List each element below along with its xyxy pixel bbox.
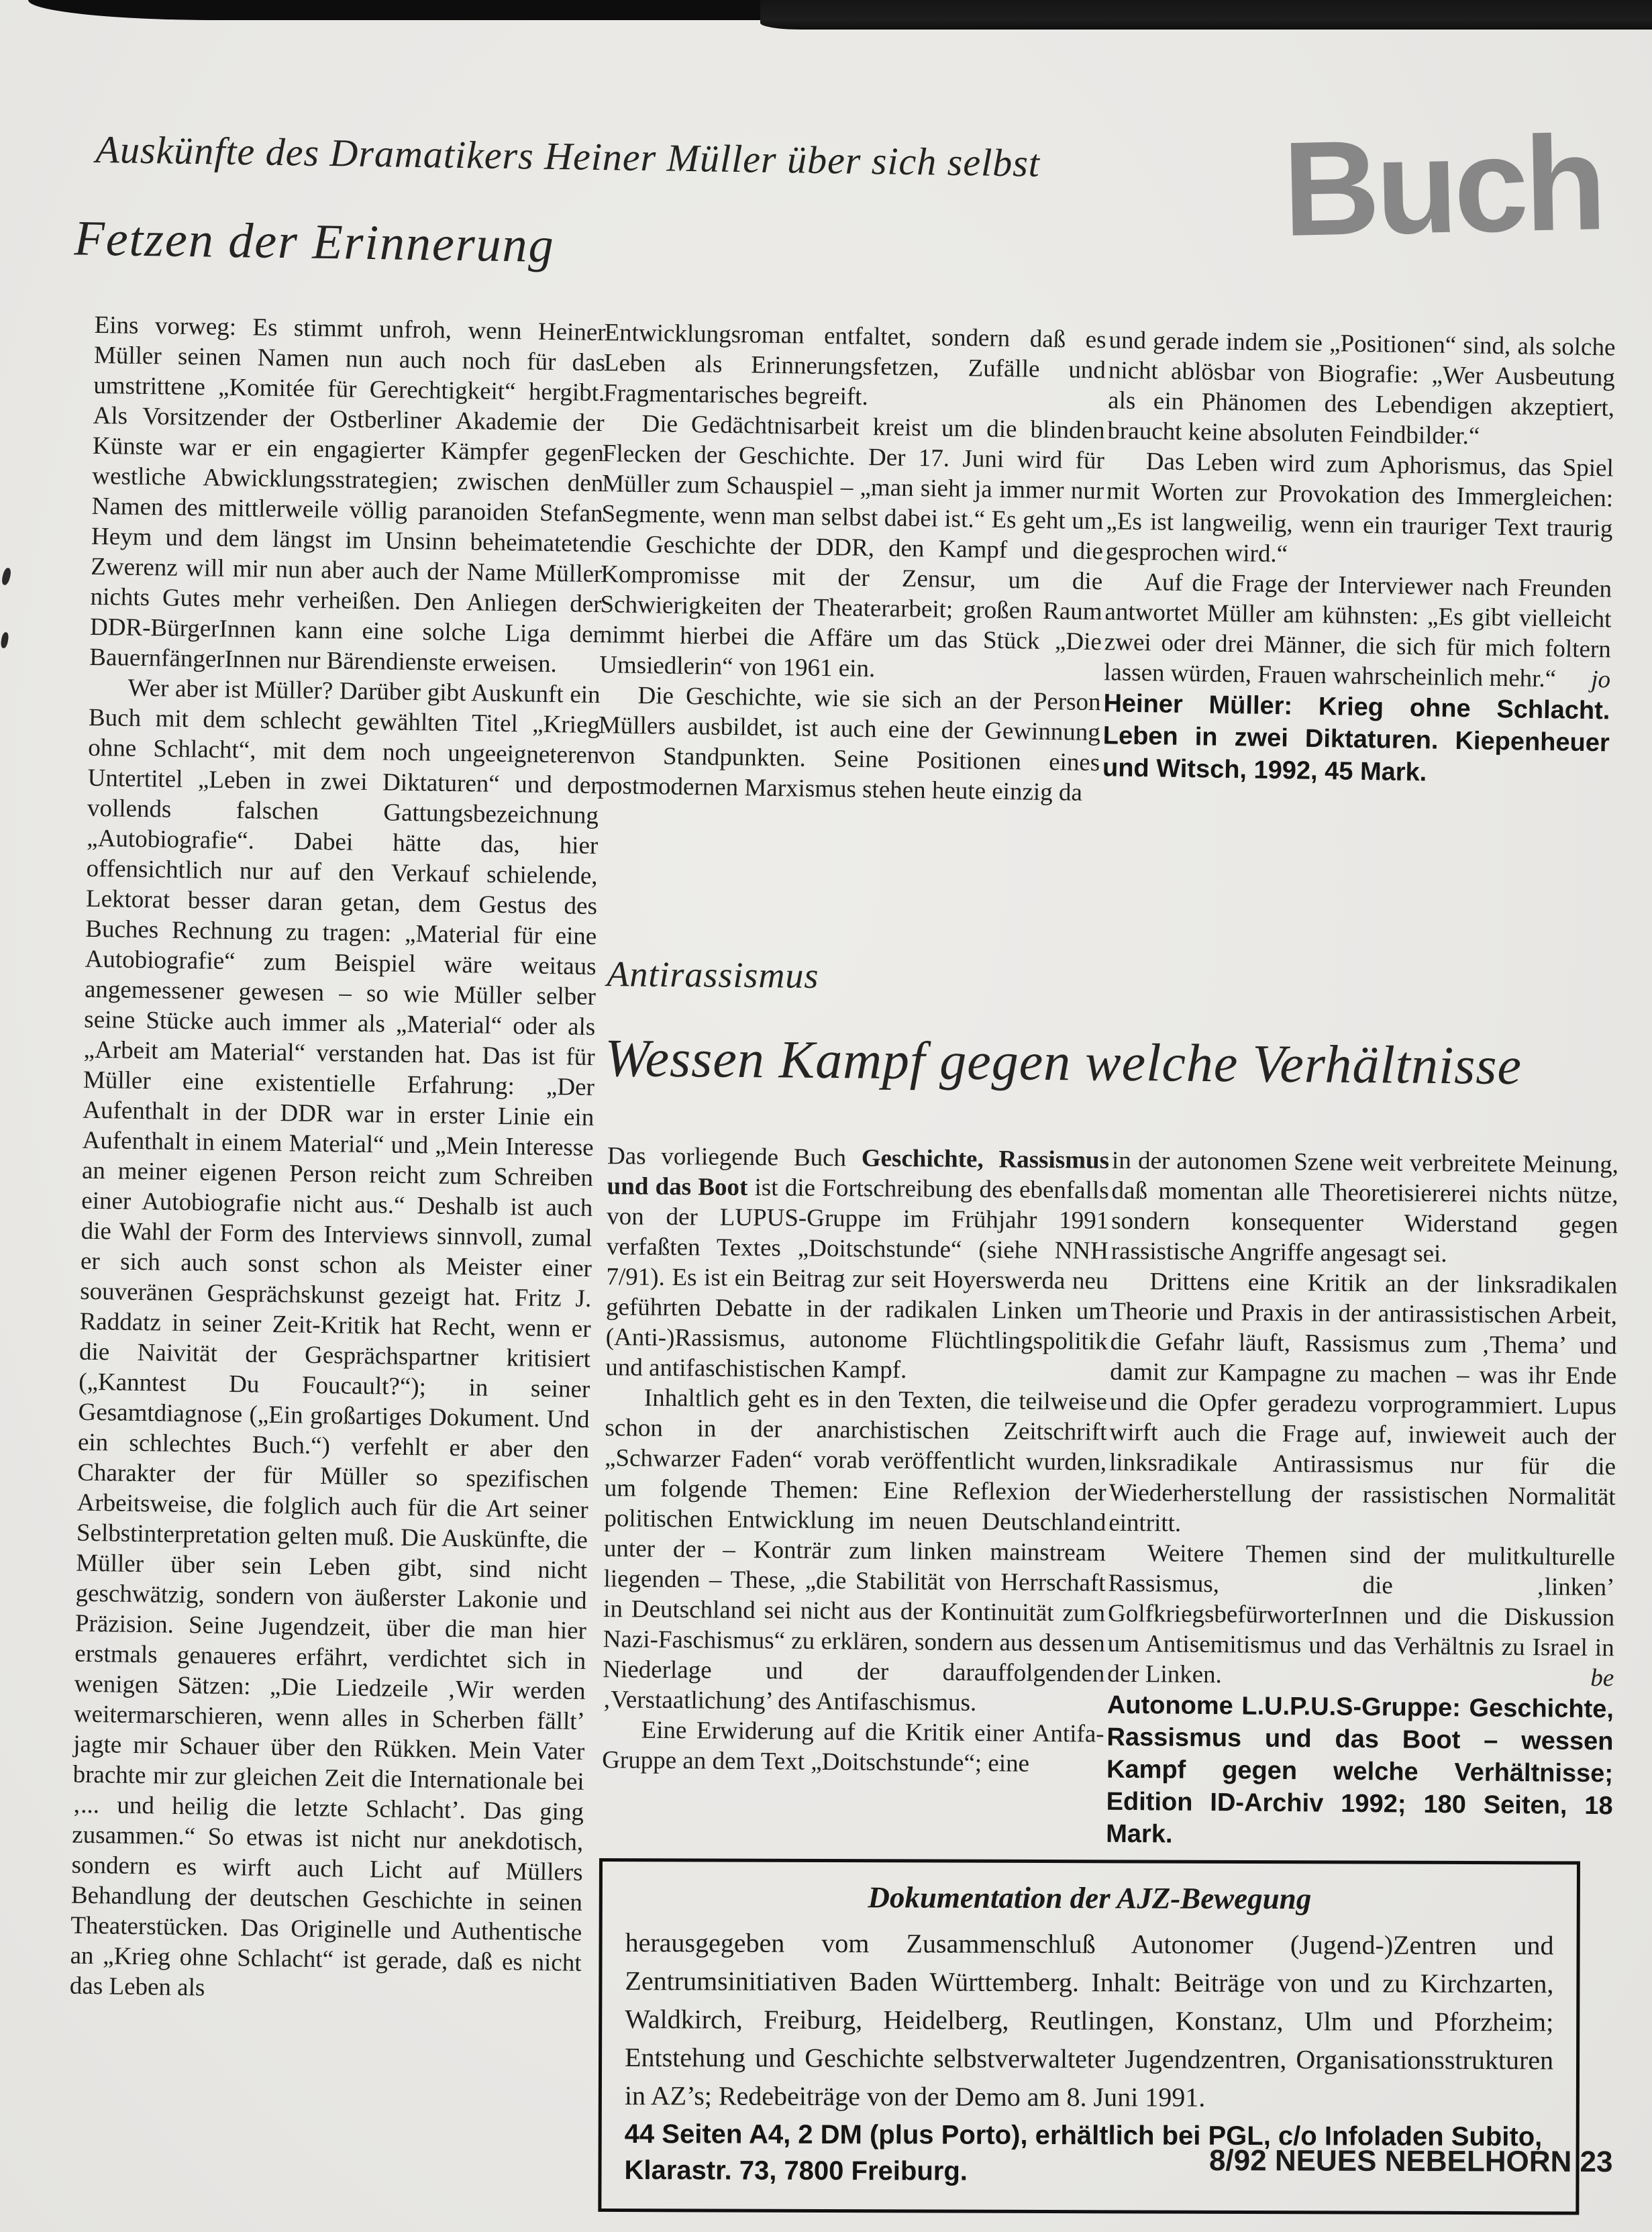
article2-column-1 xyxy=(602,1141,1109,1779)
article2-column-2 xyxy=(1106,1146,1618,1855)
paragraph: Das vorliegende Buch Geschichte, Rassismus und das Boot ist die Fortschreibung des ebenfalls von der LUPUS-Gruppe im Frühjahr 1991 verfaßten Textes „Doitschstunde“ (siehe NNH 7/91). Es ist ein Beitrag zur seit Hoyerswerda neu geführten Debatte in der radikalen Linken um (Anti-)Rassismus, autonome Flüchtlingspolitik und antifaschistischen Kampf. xyxy=(605,1142,1110,1384)
paragraph: in der autonomen Szene weit verbreitete Meinung, daß momentan alle Theoretisiererei nichts nütze, sondern konsequenter Widerstand gegen rassistische Angriffe angesagt sei. xyxy=(1111,1146,1619,1268)
scan-artifact-edge-mark xyxy=(1,567,12,586)
article1-title: Fetzen der Erinnerung xyxy=(73,211,556,274)
paragraph: Wer aber ist Müller? Darüber gibt Auskunft ein Buch mit dem schlecht gewählten Titel „Krieg ohne Schlacht“, mit dem noch ungeeigneteren Untertitel „Leben in zwei Diktaturen“ und der vollends falschen Gattungsbezeichnung „Autobiografie“. Dabei hätte das, hier offensichtlich nur auf den Verkauf schielende, Lektorat besser daran getan, dem Gestus des Buches Rechnung zu tragen: „Material für eine Autobiografie“ zum Beispiel wäre weitaus angemessener gewesen – so wie Müller selber seine Stücke auch immer als „Material“ oder als „Arbeit am Material“ verstanden hat. Das ist für Müller eine existentielle Erfahrung: „Der Aufenthalt in der DDR war in erster Linie ein Aufenthalt in einem Material“ und „Mein Interesse an meiner eigenen Person reicht zum Schreiben einer Autobiografie nicht aus.“ Deshalb ist auch die Wahl der Form des Interviews sinnvoll, zumal er sich auch sonst schon als Meister einer souveränen Gesprächskunst gezeigt hat. Fritz J. Raddatz in seiner Zeit-Kritik hat Recht, wenn er die Naivität der Gesprächspartner kritisiert („Kanntest Du Foucault?“); in seiner Gesamtdiagnose („Ein großartiges Dokument. Und ein schlechtes Buch.“) verfehlt er aber den Charakter der für Müller so spezifischen Arbeitsweise, die folglich auch für die Art seiner Selbstinterpretation gelten muß. Die Auskünfte, die Müller über sein Leben gibt, sind nicht geschwätzig, sondern von äußerster Lakonie und Präzision. Seine Jugendzeit, über die man hier erstmals genaueres erfährt, verdichtet sich in wenigen Sätzen: „Die Liedzeile ‚Wir werden weitermarschieren, wenn alles in Scherben fällt’ jagte mir Schauer über den Rükken. Mein Vater brachte mir zur gleichen Zeit die Internationale bei ‚... und heilig die letzte Schlacht’. Das ging zusammen.“ So etwas ist nicht nur anekdotisch, sondern es wirft auch Licht auf Müllers Behandlung der deutschen Geschichte in seinen Theaterstücken. Das Originelle und Authentische an „Krieg ohne Schlacht“ ist gerade, daß es nicht das Leben als xyxy=(69,674,601,2002)
article2-title: Wessen Kampf gegen welche Verhältnisse xyxy=(604,1029,1522,1097)
paragraph: und gerade indem sie „Positionen“ sind, als solche nicht ablösbar von Biografie: „Wer Ausbeutung als ein Phänomen des Lebendigen akzeptiert, braucht keine absoluten Feindbilder.“ xyxy=(1107,326,1616,450)
scan-artifact-edge-mark xyxy=(0,631,9,648)
scan-artifact-top-bar-right xyxy=(760,0,1652,30)
article2-byline: be xyxy=(1590,1664,1614,1692)
paragraph: Auf die Frage der Interviewer nach Freunden antwortet Müller am kühnsten: „Es gibt vielleicht zwei oder drei Männer, die sich für mich foltern lassen würden, Frauen wahrscheinlich mehr.“ xyxy=(1103,568,1612,693)
page-footer: 8/92 NEUES NEBELHORN 23 xyxy=(1209,2143,1614,2179)
article1-byline: jo xyxy=(1591,666,1611,694)
paragraph: Inhaltlich geht es in den Texten, die teilweise schon in der anarchistischen Zeitschrift „Schwarzer Faden“ vorab veröffentlicht wurden, um folgende Themen: Eine Reflexion der politischen Entwicklung im neuen Deutschland unter der – Konträr zum linken mainstream liegenden – These, „die Stabilität von Herrschaft in Deutschland sei nicht aus der Kontinuität zum Nazi-Faschismus“ zu erklären, sondern aus dessen Niederlage und der darauffolgenden ‚Verstaatlichung’ des Antifaschismus. xyxy=(602,1384,1108,1717)
paragraph: Eine Erwiderung auf die Kritik einer Antifa-Gruppe an dem Text „Doitschstunde“; eine xyxy=(602,1716,1104,1778)
ajz-box-order-info: 44 Seiten A4, 2 DM (plus Porto), erhältlich bei PGL, c/o Infoladen Subito, Klarastr. 73, 7800 Freiburg. xyxy=(624,2119,1543,2186)
paragraph: Die Gedächtnisarbeit kreist um die blinden Flecken der Geschichte. Der 17. Juni wird für Müller zum Schauspiel – „man sieht ja immer nur Segmente, wenn man selbst dabei ist.“ Es geht um die Geschichte der DDR, den Kampf und die Kompromisse mit der Zensur, um die Schwierigkeiten der Theaterarbeit; großen Raum nimmt hierbei die Affäre um das Stück „Die Umsiedlerin“ von 1961 ein. xyxy=(599,410,1105,683)
section-label-buch: Buch xyxy=(1281,108,1604,264)
article1-column-3 xyxy=(1102,325,1616,791)
paragraph: Drittens eine Kritik an der linksradikalen Theorie und Praxis in der antirassistischen Arbeit, die Gefahr läuft, Rassismus zum ‚Thema’ und damit zur Kampagne zu machen – was ihr Ende und die Opfer geradezu vorprogrammiert. Lupus wirft auch die Frage auf, inwieweit auch der linksradikale Antirassismus nur für die Wiederherstellung der rassistischen Normalität eintritt. xyxy=(1108,1268,1618,1537)
ajz-box-title: Dokumentation der AJZ-Bewegung xyxy=(868,1880,1312,1916)
paragraph: Eins vorweg: Es stimmt unfroh, wenn Heiner Müller seinen Namen nun auch noch für das umstrittene „Komitée für Gerechtigkeit“ hergibt. Als Vorsitzender der Ostberliner Akademie der Künste war er ein engagierter Kämpfer gegen westliche Abwicklungsstrategien; zwischen den Namen des mittlerweile völlig paranoiden Stefan Heym und dem längst im Unsinn beheimateten Zwerenz will mir nun aber auch der Name Müller nichts Gutes mehr verheißen. Den Anliegen der DDR-BürgerInnen kann eine solche Liga der BauernfängerInnen nur Bärendienste erweisen. xyxy=(89,311,606,678)
article1-book-citation: Heiner Müller: Krieg ohne Schlacht. Leben in zwei Diktaturen. Kiepenheuer und Witsch, 1992, 45 Mark. xyxy=(1102,689,1610,787)
ajz-box-body: herausgegeben vom Zusammenschluß Autonomer (Jugend-)Zentren und Zentrumsinitiativen Baden Württemberg. Inhalt: Beiträge von und zu Kirchzarten, Waldkirch, Freiburg, Heidelberg, Reutlingen, Konstanz, Ulm und Pforzheim; Entstehung und Geschichte selbstverwalteter Jugendzentren, Organisationsstrukturen in AZ’s; Redebeiträge von der Demo am 8. Juni 1991. xyxy=(624,1927,1554,2113)
article1-kicker: Auskünfte des Dramatikers Heiner Müller über sich selbst xyxy=(95,127,1041,185)
article2-kicker: Antirassismus xyxy=(607,954,819,996)
article1-column-1 xyxy=(70,310,606,2009)
paragraph: Das Leben wird zum Aphorismus, das Spiel mit Worten zur Provokation des Immergleichen: „Es ist langweilig, wenn ein trauriger Text traurig gesprochen wird.“ xyxy=(1105,448,1614,568)
article1-column-2 xyxy=(597,317,1106,808)
paragraph: Weitere Themen sind der mulitkulturelle Rassismus, die ‚linken’ GolfkriegsbefürworterInnen und die Diskussion um Antisemitismus und das Verhältnis zu Israel in der Linken. xyxy=(1107,1539,1616,1689)
article2-book-citation: Autonome L.U.P.U.S-Gruppe: Geschichte, Rassismus und das Boot – wessen Kampf gegen welche Verhältnisse; Edition ID-Archiv 1992; 180 Seiten, 18 Mark. xyxy=(1106,1690,1614,1849)
paragraph: Entwicklungsroman entfaltet, sondern daß es Leben als Erinnerungsfetzen, Zufälle und Fragmentarisches begreift. xyxy=(603,319,1106,411)
paragraph: Die Geschichte, wie sie sich an der Person Müllers ausbildet, ist auch eine der Gewinnung von Standpunkten. Seine Positionen eines postmodernen Marxismus stehen heute einzig da xyxy=(597,681,1101,807)
